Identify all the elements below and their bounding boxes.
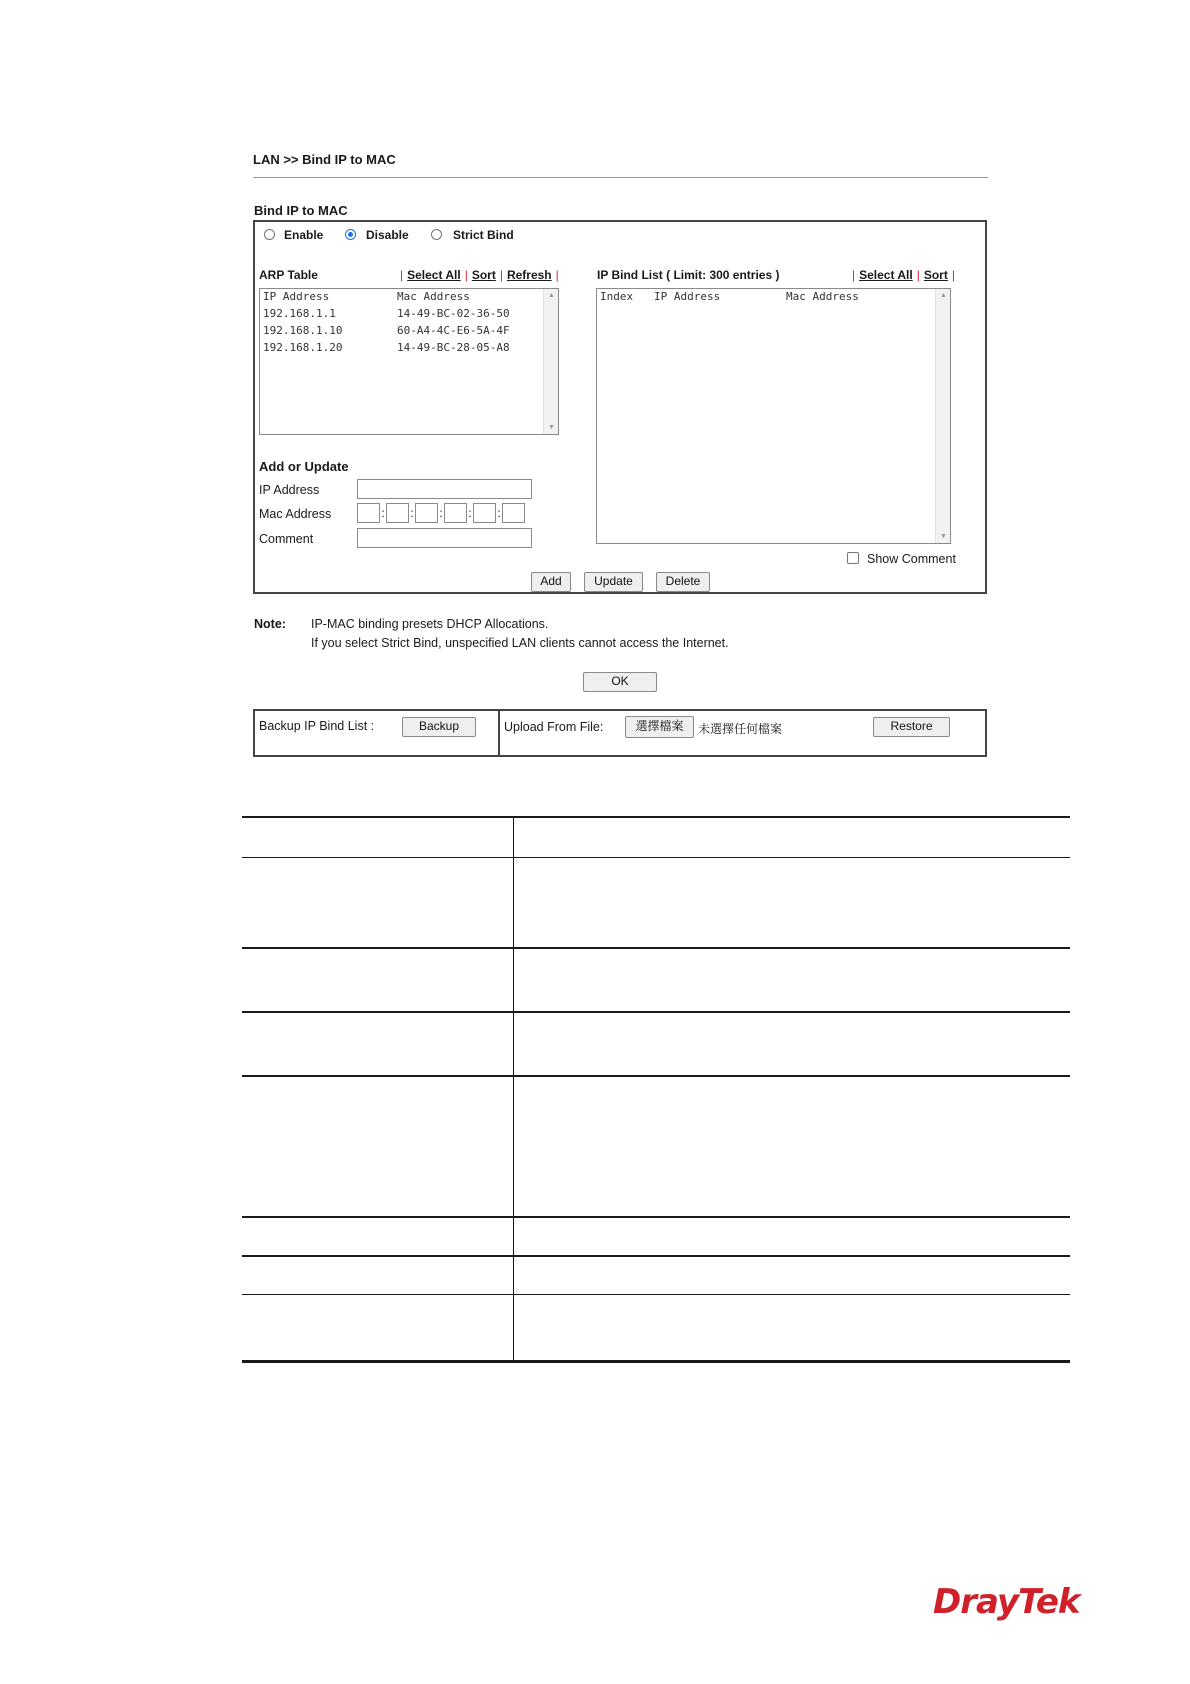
table-top-rule <box>242 816 1070 818</box>
table-bottom-rule <box>242 1360 1070 1363</box>
arp-refresh-link[interactable]: Refresh <box>506 268 552 282</box>
mac-octet-input[interactable] <box>473 503 496 523</box>
ok-button[interactable]: OK <box>583 672 657 692</box>
arp-sort-link[interactable]: Sort <box>471 268 496 282</box>
bind-select-all-link[interactable]: Select All <box>859 268 913 282</box>
ip-address-label: IP Address <box>259 483 320 497</box>
enable-radio[interactable] <box>264 229 275 240</box>
enable-radio-label[interactable]: Enable <box>284 228 324 242</box>
table-row-rule <box>242 1216 1070 1218</box>
scroll-down-icon[interactable]: ▼ <box>548 424 555 431</box>
mac-address-group: : : : : : <box>357 503 525 523</box>
mac-octet-input[interactable] <box>386 503 409 523</box>
arp-table-actions: | Select All | Sort | Refresh | <box>400 268 559 282</box>
scroll-up-icon[interactable]: ▲ <box>548 292 555 299</box>
upload-label: Upload From File: <box>504 720 604 734</box>
bind-header-mac: Mac Address <box>786 290 859 303</box>
section-title: Bind IP to MAC <box>254 203 348 218</box>
table-row-rule <box>242 1075 1070 1077</box>
bind-header-ip: IP Address <box>654 290 721 303</box>
arp-table-list[interactable] <box>259 288 559 435</box>
add-update-title: Add or Update <box>259 459 349 474</box>
restore-button[interactable]: Restore <box>873 717 950 737</box>
update-button[interactable]: Update <box>584 572 643 592</box>
choose-file-button[interactable]: 選擇檔案 <box>625 716 694 738</box>
bind-sort-link[interactable]: Sort <box>923 268 948 282</box>
arp-header-mac: Mac Address <box>397 290 470 303</box>
mac-octet-input[interactable] <box>357 503 380 523</box>
bind-list-actions: | Select All | Sort | <box>852 268 955 282</box>
show-comment-label[interactable]: Show Comment <box>867 552 956 566</box>
no-file-text: 未選擇任何檔案 <box>698 722 783 736</box>
table-row-rule <box>242 947 1070 949</box>
mac-octet-input[interactable] <box>415 503 438 523</box>
arp-row-ip[interactable]: 192.168.1.10 <box>263 324 343 337</box>
breadcrumb-divider <box>253 177 988 178</box>
arp-scrollbar[interactable] <box>543 289 558 434</box>
ip-bind-list[interactable] <box>596 288 951 544</box>
mac-octet-input[interactable] <box>502 503 525 523</box>
scroll-up-icon[interactable]: ▲ <box>940 292 947 299</box>
strict-bind-radio-label[interactable]: Strict Bind <box>453 228 514 242</box>
arp-row-ip[interactable]: 192.168.1.20 <box>263 341 343 354</box>
arp-row-mac[interactable]: 14-49-BC-28-05-A8 <box>397 341 510 354</box>
mac-address-label: Mac Address <box>259 507 332 521</box>
arp-header-ip: IP Address <box>263 290 330 303</box>
disable-radio[interactable] <box>345 229 356 240</box>
note-label: Note: <box>254 617 286 631</box>
bind-list-title: IP Bind List ( Limit: 300 entries ) <box>597 268 780 282</box>
disable-radio-label[interactable]: Disable <box>366 228 409 242</box>
scroll-down-icon[interactable]: ▼ <box>940 533 947 540</box>
arp-row-mac[interactable]: 60-A4-4C-E6-5A-4F <box>397 324 510 337</box>
add-button[interactable]: Add <box>531 572 571 592</box>
backup-label: Backup IP Bind List : <box>259 719 375 733</box>
bind-list-scrollbar[interactable] <box>935 289 950 543</box>
bind-header-index: Index <box>600 290 634 303</box>
draytek-logo: DrayTek <box>933 1582 1080 1622</box>
table-column-divider <box>513 818 514 1362</box>
arp-row-ip[interactable]: 192.168.1.1 <box>263 307 336 320</box>
delete-button[interactable]: Delete <box>656 572 710 592</box>
mac-octet-input[interactable] <box>444 503 467 523</box>
table-row-rule <box>242 857 1070 858</box>
backup-button[interactable]: Backup <box>402 717 476 737</box>
comment-label: Comment <box>259 532 314 546</box>
note-line-1: IP-MAC binding presets DHCP Allocations. <box>311 617 549 631</box>
backup-divider <box>498 709 500 757</box>
ip-address-input[interactable] <box>357 479 532 499</box>
show-comment-checkbox[interactable] <box>847 552 859 564</box>
table-row-rule <box>242 1011 1070 1013</box>
arp-table-title: ARP Table <box>259 268 318 282</box>
table-row-rule <box>242 1294 1070 1295</box>
note-line-2: If you select Strict Bind, unspecified LAN clients cannot access the Internet. <box>311 636 729 650</box>
comment-input[interactable] <box>357 528 532 548</box>
arp-row-mac[interactable]: 14-49-BC-02-36-50 <box>397 307 510 320</box>
breadcrumb: LAN >> Bind IP to MAC <box>253 152 396 167</box>
arp-select-all-link[interactable]: Select All <box>407 268 461 282</box>
strict-bind-radio[interactable] <box>431 229 442 240</box>
table-row-rule <box>242 1255 1070 1257</box>
